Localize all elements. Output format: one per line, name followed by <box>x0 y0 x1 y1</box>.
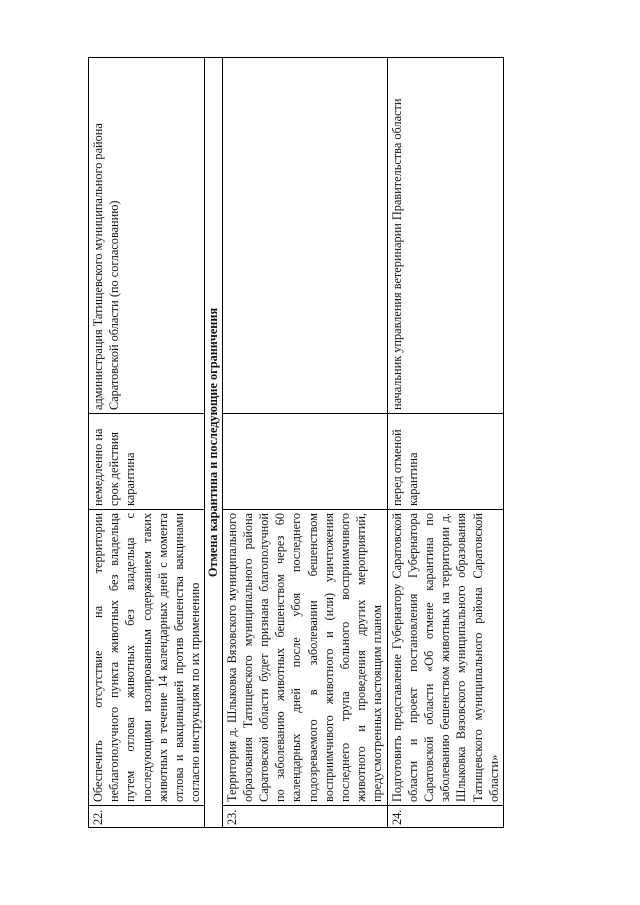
table-row <box>387 58 503 828</box>
row-deadline <box>222 414 387 510</box>
section-header-row <box>205 58 222 828</box>
row-task: Территория д. Шлыковка Вязовского муниципального образования Татищевского муниципального района Саратовской области будет признана благополучной по заболеванию животных бешенством через 60 календарных дней после убоя последнего подозреваемого в заболевании бешенством восприимчивого животного и (или) уничтожения последнего трупа больного восприимчивого животного и проведения других мероприятий, предусмотренных настоящим планом <box>222 510 387 806</box>
row-task: Подготовить представление Губернатору Саратовской области и проект постановления Губернатора Саратовской области «Об отмене карантина по заболеванию бешенством животных на территории д. Шлыковка Вязовского муниципального образования Татищевского муниципального района Саратовской области» <box>387 510 503 806</box>
row-number: 24. <box>387 806 503 828</box>
row-deadline: немедленно на срок действия карантина <box>89 414 205 510</box>
row-deadline: перед отменой карантина <box>387 414 503 510</box>
rotated-page <box>88 58 501 828</box>
table-row <box>222 58 387 828</box>
row-number: 23. <box>222 806 387 828</box>
section-header: Отмена карантина и последующие ограничения <box>205 58 222 828</box>
row-number: 22. <box>89 806 205 828</box>
table-row <box>89 58 205 828</box>
row-responsible: начальник управления ветеринарии Правительства области <box>387 58 503 414</box>
row-responsible <box>222 58 387 414</box>
row-responsible: администрация Татищевского муниципального района Саратовской области (по согласованию) <box>89 58 205 414</box>
plan-table <box>88 57 504 828</box>
row-task: Обеспечить отсутствие на территории неблагополучного пункта животных без владельца путем отлова животных без владельца с последующими изолированным содержанием таких животных в течение 14 календарных дней с момента отлова и вакцинацией против бешенства вакцинами согласно инструкциям по их применению <box>89 510 205 806</box>
